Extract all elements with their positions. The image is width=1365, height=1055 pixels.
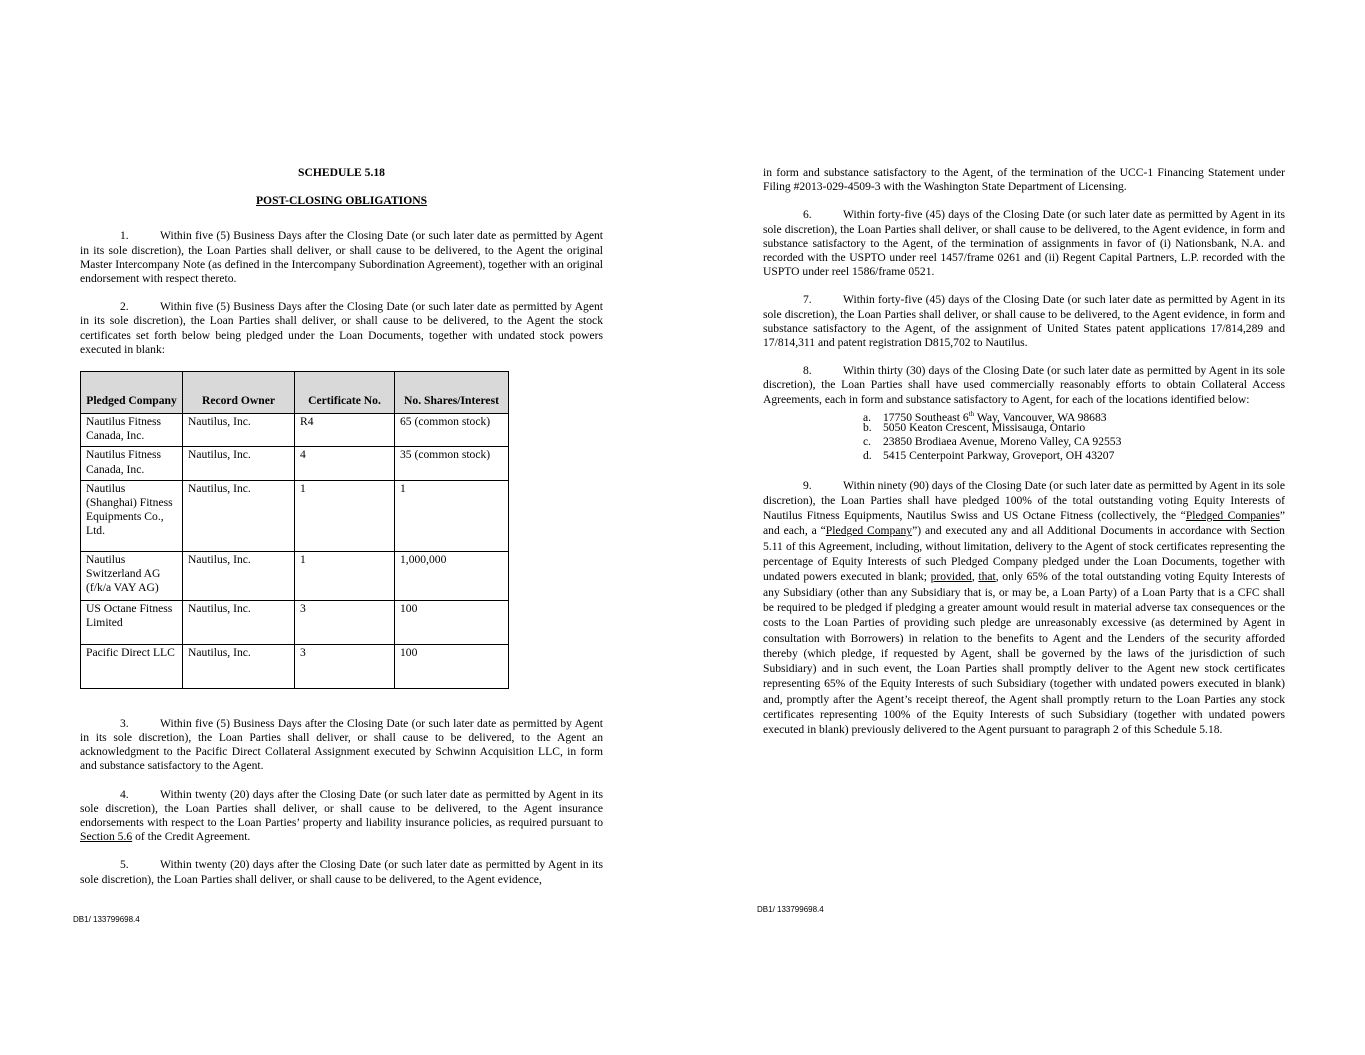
table-cell: 1 [395,480,509,551]
table-cell: Nautilus, Inc. [183,551,295,600]
table-cell: 1 [295,551,395,600]
table-cell: 3 [295,600,395,644]
right-page [763,166,1285,738]
table-cell: R4 [295,414,395,447]
table-row [81,447,509,480]
table-cell: 65 (common stock) [395,414,509,447]
left-footer-code: DB1/ 133799698.4 [73,915,140,924]
list-item: a. 17750 Southeast 6th Way, Vancouver, WA 98683 [863,409,1107,424]
table-cell: US Octane Fitness Limited [81,600,183,644]
table-cell: Nautilus Fitness Canada, Inc. [81,414,183,447]
section-5-6-link[interactable]: Section 5.6 [80,830,133,844]
right-footer-code: DB1/ 133799698.4 [757,905,824,914]
table-row [81,480,509,551]
table-row [81,600,509,644]
paragraph-4: 4. Within twenty (20) days after the Closing Date (or such later date as permitted by Agent in its sole discretion), the Loan Parties shall deliver, or shall cause to be delivered, to the Agent insurance endorsements with respect to the Loan Parties’ property and liability insurance policies, as required pursuant to Section 5.6 of the Credit Agreement. [80,787,603,844]
table-row [81,551,509,600]
paragraph-5: 5. Within twenty (20) days after the Closing Date (or such later date as permitted by Agent in its sole discretion), the Loan Parties shall deliver, or shall cause to be delivered, to the Agent evidence, [80,858,603,886]
left-page [80,166,603,887]
list-item: d. 5415 Centerpoint Parkway, Groveport, OH 43207 [863,449,1115,463]
table-cell: Nautilus, Inc. [183,600,295,644]
table-cell: Pacific Direct LLC [81,644,183,688]
table-cell: Nautilus, Inc. [183,480,295,551]
table-cell: 4 [295,447,395,480]
table-cell: 100 [395,600,509,644]
table-header-cell: Pledged Company [81,372,183,414]
table-header-row [81,372,509,414]
table-cell: 35 (common stock) [395,447,509,480]
table-cell: Nautilus Switzerland AG (f/k/a VAY AG) [81,551,183,600]
paragraph-7: 7. Within forty-five (45) days of the Closing Date (or such later date as permitted by Agent in its sole discretion), the Loan Parties shall deliver, or shall cause to be delivered, to the Agent evidence, in form and substance satisfactory to the Agent, of the assignment of United States patent applications 17/814,289 and 17/814,311 and patent registration D815,702 to Nautilus. [763,293,1285,350]
table-cell: Nautilus Fitness Canada, Inc. [81,447,183,480]
paragraph-5-continued: in form and substance satisfactory to the Agent, of the termination of the UCC-1 Financing Statement under Filing #2013-029-4509-3 with the Washington State Department of Licensing. [763,166,1285,194]
table-cell: 1 [295,480,395,551]
paragraph-9: 9. Within ninety (90) days of the Closing Date (or such later date as permitted by Agent in its sole discretion), the Loan Parties shall have pledged 100% of the total outstanding voting Equity Interests of Nautilus Fitness Equipments, Nautilus Swiss and US Octane Fitness (collectively, the “Pledged Companies” and each, a “Pledged Company”) and executed any and all Additional Documents in accordance with Section 5.11 of this Agreement, including, without limitation, delivery to the Agent of stock certificates representing the percentage of Equity Interests of such Pledged Company pledged under the Loan Documents, together with undated powers executed in blank; provided, that, only 65% of the total outstanding voting Equity Interests of any Subsidiary (other than any Subsidiary that is, or may be, a Loan Party) of a Loan Party that is a CFC shall be required to be pledged if pledging a greater amount would result in material adverse tax consequences or the costs to the Loan Parties of providing such pledge are unreasonably excessive (as determined by Agent in consultation with Borrowers) in relation to the benefits to Agent and the Lenders of the security afforded thereby (which pledge, if requested by Agent, shall be governed by the laws of the jurisdiction of such Subsidiary) and in such event, the Loan Parties shall promptly deliver to the Agent new stock certificates representing 65% of the Equity Interests of such Subsidiary (together with undated powers executed in blank) and, promptly after the Agent’s receipt thereof, the Agent shall promptly return to the Loan Parties any stock certificates representing 100% of the Equity Interests of such Subsidiary (together with undated powers executed in blank) previously delivered to the Agent pursuant to paragraph 2 of this Schedule 5.18. [763,478,1285,737]
table-row [81,644,509,688]
table-cell: Nautilus, Inc. [183,447,295,480]
paragraph-8: 8. Within thirty (30) days of the Closing Date (or such later date as permitted by Agent in its sole discretion), the Loan Parties shall have used commercially reasonably efforts to obtain Collateral Access Agreements, each in form and substance satisfactory to Agent, for each of the locations identified below: [763,364,1285,406]
table-row [81,414,509,447]
schedule-subheading: POST-CLOSING OBLIGATIONS [255,194,428,208]
pledged-stock-table [80,371,509,689]
table-cell: Nautilus (Shanghai) Fitness Equipments Co., Ltd. [81,480,183,551]
table-header-cell: Certificate No. [295,372,395,414]
paragraph-3: 3. Within five (5) Business Days after the Closing Date (or such later date as permitted by Agent in its sole discretion), the Loan Parties shall deliver, or shall cause to be delivered, to the Agent an acknowledgment to the Pacific Direct Collateral Assignment executed by Schwinn Acquisition LLC, in form and substance satisfactory to the Agent. [80,716,603,773]
table-header-cell: Record Owner [183,372,295,414]
table-cell: Nautilus, Inc. [183,414,295,447]
paragraph-1: 1. Within five (5) Business Days after the Closing Date (or such later date as permitted by Agent in its sole discretion), the Loan Parties shall deliver, or shall cause to be delivered, to the Agent the original Master Intercompany Note (as defined in the Intercompany Subordination Agreement), together with an original endorsement with respect thereto. [80,229,603,286]
table-cell: Nautilus, Inc. [183,644,295,688]
table-cell: 3 [295,644,395,688]
paragraph-6: 6. Within forty-five (45) days of the Closing Date (or such later date as permitted by Agent in its sole discretion), the Loan Parties shall deliver, or shall cause to be delivered, to the Agent evidence, in form and substance satisfactory to the Agent, of the termination of assignments in favor of (i) Nationsbank, N.A. and recorded with the USPTO under reel 1457/frame 0261 and (ii) Regent Capital Partners, L.P. recorded with the USPTO under reel 1586/frame 0521. [763,208,1285,279]
schedule-heading: SCHEDULE 5.18 [298,166,385,179]
table-cell: 1,000,000 [395,551,509,600]
list-item: b. 5050 Keaton Crescent, Missisauga, Ontario [863,421,1086,435]
locations-list [763,407,1285,464]
paragraph-2: 2. Within five (5) Business Days after the Closing Date (or such later date as permitted by Agent in its sole discretion), the Loan Parties shall deliver, or shall cause to be delivered, to the Agent the stock certificates set forth below being pledged under the Loan Documents, together with undated stock powers executed in blank: [80,300,603,356]
table-header-cell: No. Shares/Interest [395,372,509,414]
list-item: c. 23850 Brodiaea Avenue, Moreno Valley, CA 92553 [863,435,1122,449]
table-cell: 100 [395,644,509,688]
